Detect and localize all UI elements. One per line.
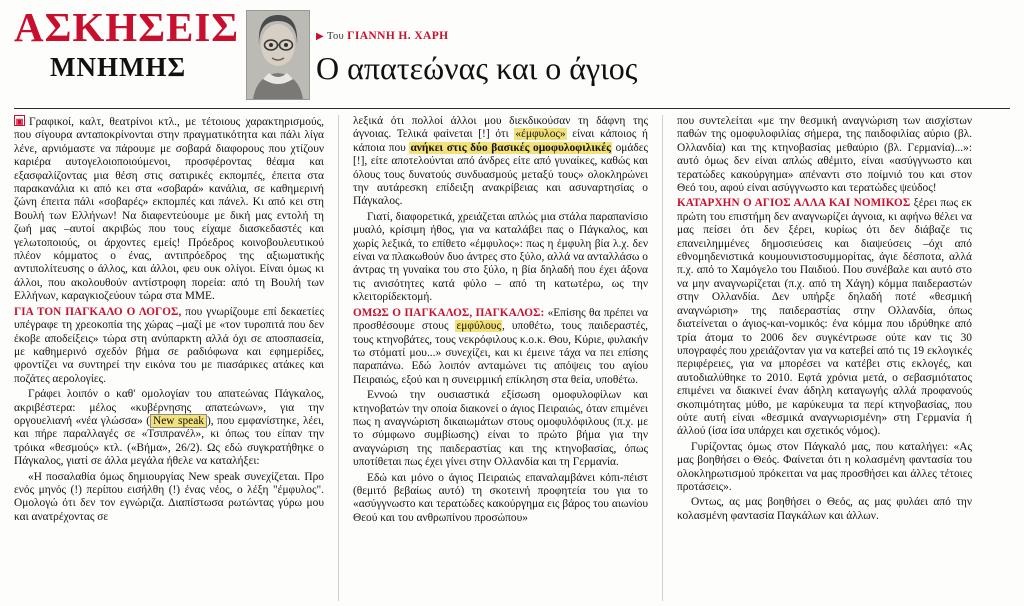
masthead (14, 4, 1010, 104)
article-column-2 (338, 115, 662, 601)
paragraph (14, 306, 324, 386)
paragraph (14, 115, 324, 304)
paragraph-text: λεξικά ότι πολλοί άλλοι μου διεκδικούσαν τη δάφνη της άγνοιας. Τελικά φαίνεται [!] ότι «έμφυλος» είναι κάποιος ή κάποια που ανήκει στις δύο βασικές ομοφυλοφιλικές ομάδες [!], είτε αποτελούνται από άνδρες είτε από γυναίκες, καθώς και όλους τους δυνατούς συνδυασμούς μεταξύ τους» ολοκληρώνει την αυτάρεσκη επίδειξη ανακρίβειας και ασυναρτησίας ο Πάγκαλος. (353, 115, 649, 208)
byline-arrow-icon: ▶ (316, 31, 324, 42)
paragraph-text: που γνωρίζουμε επί δεκαετίες υπέγραφε τη χρεοκοπία της χώρας –μαζί με «τον τυροπιτά που δεν έκοβε αποδείξεις» τώρα στη ανύπαρκτη αλλά όχι σε αποσπασεία, με καθημερινό σχεδόν βήμα σε ραδιόφωνα και εφημερίδες, φροντίζει να συντηρεί την εικόνα του με πιασάρικες ατάκες και ποζάτες αερολογίες. (14, 305, 324, 385)
paragraph (14, 471, 324, 525)
paragraph (353, 211, 648, 305)
paragraph-subhead: ΟΜΩΣ Ο ΠΑΓΚΑΛΟΣ, ΠΑΓΚΑΛΟΣ: (353, 306, 545, 319)
paragraph (677, 197, 972, 438)
paragraph-text: Εδώ και μόνο ο άγιος Πειραιώς επαναλαμβάνει κόπι-πέιστ (θεμιτό βεβαίως αυτό) τη σκοτεινή προφητεία του για το «ασύγγνωστο και τερατώδες κακούργημα εις βάρος του αιωνίου Θεού και του ανθρωπίνου προσώπου» (353, 471, 648, 524)
paragraph (353, 472, 648, 526)
kicker-line-2: ΜΝΗΜΗΣ (50, 52, 187, 82)
byline-prefix: Του (327, 31, 345, 42)
paragraph-marker-icon: ▣ (15, 117, 24, 126)
paragraph (677, 496, 972, 523)
section-kicker (14, 4, 240, 82)
paragraph-subhead: ΓΙΑ ΤΟΝ ΠΑΓΚΑΛΟ Ο ΛΟΓΟΣ, (14, 305, 182, 318)
byline-author-name: ΓΙΑΝΝΗ Η. ΧΑΡΗ (347, 30, 449, 42)
paragraph (353, 389, 648, 469)
article-body (14, 115, 1010, 601)
paragraph-text: «Η ποσαλαθία όμως δημιουργίας New speak συνεχίζεται. Προ ενός μηνός (!) περίπου εισήλθη (!) ένας νέος, ο λέξη "έμφυλος". Ομολογώ ότι δεν τον εγνώριζα. Διαπίστωσα ρωτώντας γύρω μου και ανατρέχοντας σε (14, 470, 324, 523)
paragraph (677, 115, 972, 195)
paragraph-text: «Επίσης θα πρέπει να προσθέσουμε στους εμφύλους, υποθέτω, τους παιδεραστές, τους κτηνοβάτες, τους νεκρόφιλους κ.ο.κ. Θου, Κύριε, φυλακήν τω στόματί μου...» συνεχίζει, και κι έμεινε τάχα να πει επίσης παραπάνω. Εδώ λοιπόν ανταμώνει τις απόψεις του αγίου Πειραιώς, εξού και η συνειρμική επίκληση στα θεία, υποθέτω. (353, 306, 648, 386)
author-portrait (246, 10, 310, 100)
paragraph-text: Γράφει λοιπόν ο καθ' ομολογίαν του απατεώνας Πάγκαλος, ακριβέστερα: μέλος «κυβέρνησης απατεώνων», για την οργουελιανή «νέα γλώσσα» ( New speak ), που εμφανίστηκε, λέει, και πήρε παραλλαγές σε «Τσιπρανέλ», κι όπως του είπαν την τρόικα «θεσμούς» κτλ. («Βήμα», 26/2). Ως εδώ συγκρατήθηκε ο Πάγκαλος, γιατί σε άλλα μεγάλα ήθελε να καταλήξει: (14, 388, 324, 468)
byline (316, 30, 449, 42)
paragraph-text: Εννοώ την ουσιαστικά εξίσωση ομοφυλοφίλων και κτηνοβατών την οποία διακονεί ο άγιος Πειραιώς, όταν επιμένει πως η αναγνώριση δικαιωμάτων στους ομοφυλόφιλους (π.χ. με το σύμφωνο συμβίωσης) είναι το πρώτο βήμα για την αναγνώριση της παιδεραστίας και της κτηνοβασίας, όπως υποτίθεται πως έχει γίνει στην Ολλανδία και τη Γερμανία. (353, 389, 648, 469)
paragraph (677, 441, 972, 495)
article-column-1 (14, 115, 338, 601)
paragraph-text: Γραφικοί, καλτ, θεατρίνοι κτλ., με τέτοιους χαρακτηρισμούς, που σίγουρα ανταποκρίνονται στην πραγματικότητα και πάλι λίγα λένε, αρνιόμαστε να πάρουμε με σοβαρά διαφορους που χτίζουν καριέρα αυτογελοιοποιούμενοι, προσφέροντας θέαμα και εξασφαλίζοντας μια θέση στις σατιρικές εκπομπές, έπειτα στα παρακανάλια κι από κει στα «σοβαρά» κανάλια, σε καθημερινή ζώνη έπειτα πάλι «σοβαρές» εκπομπές και πάνελ. Κι από κει στη Βουλή των Ελλήνων! Να διαφεντεύουμε με δική μας εντολή τη ζωή μας –αυτοί ακριβώς που τους είχαμε διασκεδαστές και γελωτοποιούς, οι άρχοντες εμείς! Πρόεδρος κοινοβουλευτικού πλέον κόμματος ο ένας, αντιπρόεδρος της αξιωματικής αντιπολίτευσης ο άλλος, και άλλοι, φευ ουκ ολίγοι. Είναι όμως κι άλλοι, που ακολουθούν αντίστροφη πορεία: από τη Βουλή των Ελλήνων, καραγκιοζεύουν τώρα στα ΜΜΕ. (14, 116, 324, 303)
paragraph-text: ξέρει πως εκ πρώτη του επιστήμη δεν αναγνωρίζει άγνοια, κι αφήνω θέλει να μας πείσει ότι δεν ξέρει, κυρίως ότι δεν διάβαζε τις επανειλημμένες δημοσιεύσεις και διαψεύσεις –όχι από εθνομηδενιστικά κουμουνιστοσυμμορίτας, άγιε δέσποτα, αλλά π.χ. από το Χαμόγελο του Παιδιού. Που συνέβαλε και αυτό στο να μην αναγνωρίζεται (π.χ. από τη Χάγη) κόμμα παιδεραστών στην Ολλανδία. Δεν υπήρξε δηλαδή ποτέ «θεσμική αναγνώριση» της παιδεραστίας στην Ολλανδία, όπως διατείνεται ο άγιος-και-νομικός: ένα κόμμα που ιδρύθηκε από τρία άτομα το 2006 δεν συγκέντρωσε ούτε καν τις 30 υπογραφές που χρειάζονταν για να κατεβεί από τις 19 εκλογικές περιφέρειες, για να μπορέσει να κατέβει στις εκλογές, και αυτοδιαλύθηκε το 2010. Εφτά χρόνια μετά, ο σεβασμιότατος επιμένει να διακινεί έναν άδηλη καταγωγής αλλά προφανούς σκοπιμότητας μύθο, με καρύκευμα τα περί κτηνοβασίας, που ούτε αυτή είναι «θεσμικά αναγνωρισμένη» στη Γερμανία ή άλλού (ίσα ίσα υπάρχει και σχετικός νόμος). (677, 197, 972, 438)
paragraph-text: Οντως, ας μας βοηθήσει ο Θεός, ας μας φυλάει από την κολασμένη φαντασία Παγκάλων και άλλων. (677, 496, 972, 522)
masthead-divider (14, 108, 1010, 109)
kicker-line-1: ΑΣΚΗΣΕΙΣ (14, 4, 240, 50)
paragraph (14, 388, 324, 468)
page-title: Ο απατεώνας και ο άγιος (316, 50, 638, 86)
paragraph-text: Γιατί, διαφορετικά, χρειάζεται απλώς μια στάλα παραπανίσιο μυαλό, κρίσιμη ήθος, για να καταλάβει πας ο Πάγκαλος, και χωρίς λεξικά, το επίθετο «έμφυλος»: πως η έμφυλη βία λ.χ. δεν είναι να πλακωθούν δυο άντρες στο ξύλο, αλλά να ανταλλάσω ο άντρας τη γυναίκα του στο ξύλο, η βία δηλαδή που έχει άξονα τις ανισότητες κατά φύλο – από τη κατωτέρω, ως την κλειτορίδεκτομή. (353, 210, 648, 304)
author-portrait-illustration (247, 11, 309, 99)
paragraph-text: που συντελείται «με την θεσμική αναγνώριση των αισχίστων παθών της ομοφυλοφιλίας σήμερα, της παιδοφιλίας αύριο (βλ. Ολλανδία) και της κτηνοβασίας μεθαύριο (βλ. Γερμανία)...»: αυτό όμως δεν είναι απλώς αθέμιτο, είναι «ασύγγνωστο και τερατώδες κακούργημα» απέναντι στο ποίμνιό του και στον Θεό του, αφού είναι ασύγγνωστο και τερατώδες ψεύδος! (677, 115, 972, 195)
paragraph-text: Γυρίζοντας όμως στον Πάγκαλό μας, που καταλήγει: «Ας μας βοηθήσει ο Θεός. Φαίνεται ότι η κολασμένη φαντασία του ολοκληρωτισμού πρόκειται να μας προσθήσει και άλλες τέτοιες προτάσεις». (677, 440, 972, 493)
paragraph-subhead: ΚΑΤΑΡΧΗΝ Ο ΑΓΙΟΣ ΑΛΛΑ ΚΑΙ ΝΟΜΙΚΟΣ (677, 197, 911, 210)
paragraph (353, 307, 648, 387)
paragraph (353, 115, 648, 209)
article-column-3 (662, 115, 986, 601)
